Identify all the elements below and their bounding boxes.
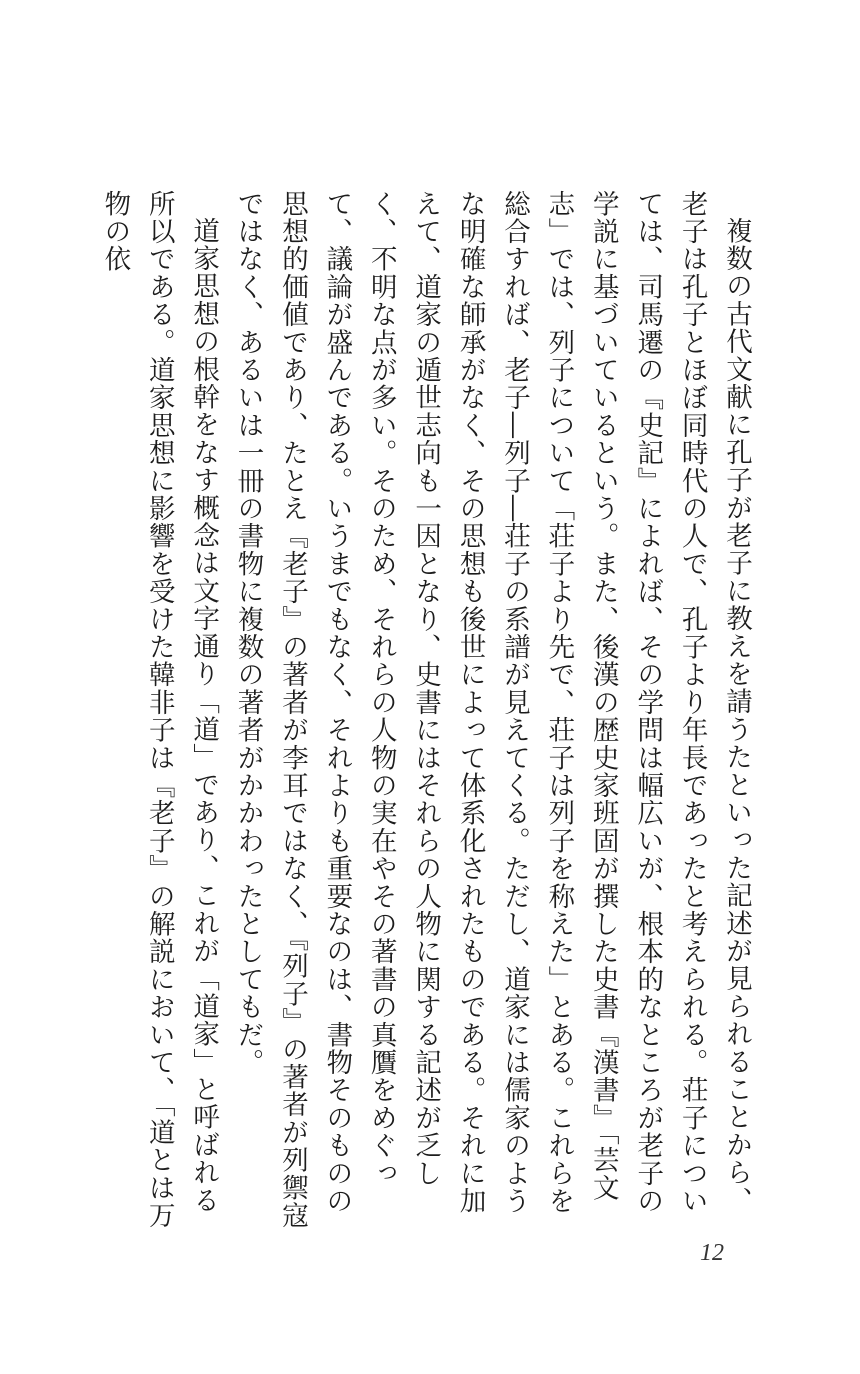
page-number: 12 (700, 1240, 724, 1266)
vertical-text-body (99, 190, 758, 1230)
paragraph-2: 道家思想の根幹をなす概念は文字通り「道」であり、これが「道家」と呼ばれる所以である。道家思想に影響を受けた韓非子は『老子』の解説において、「道とは万物の依 (99, 190, 220, 1230)
paragraph-1: 複数の古代文献に孔子が老子に教えを請うたといった記述が見られることから、老子は孔子とほぼ同時代の人で、孔子より年長であったと考えられる。荘子については、司馬遷の『史記』によれば、その学問は幅広いが、根本的なところが老子の学説に基づいているという。また、後漢の歴史家班固が撰した史書『漢書』「芸文志」では、列子について「荘子より先で、荘子は列子を称えた」とある。これらを総合すれば、老子―列子―荘子の系譜が見えてくる。ただし、道家には儒家のような明確な師承がなく、その思想も後世によって体系化されたものである。それに加えて、道家の遁世志向も一因となり、史書にはそれらの人物に関する記述が乏しく、不明な点が多い。そのため、それらの人物の実在やその著書の真贋をめぐって、議論が盛んである。いうまでもなく、それよりも重要なのは、書物そのものの思想的価値であり、たとえ『老子』の著者が李耳ではなく、『列子』の著者が列禦寇ではなく、あるいは一冊の書物に複数の著者がかかわったとしてもだ。 (232, 190, 752, 1230)
